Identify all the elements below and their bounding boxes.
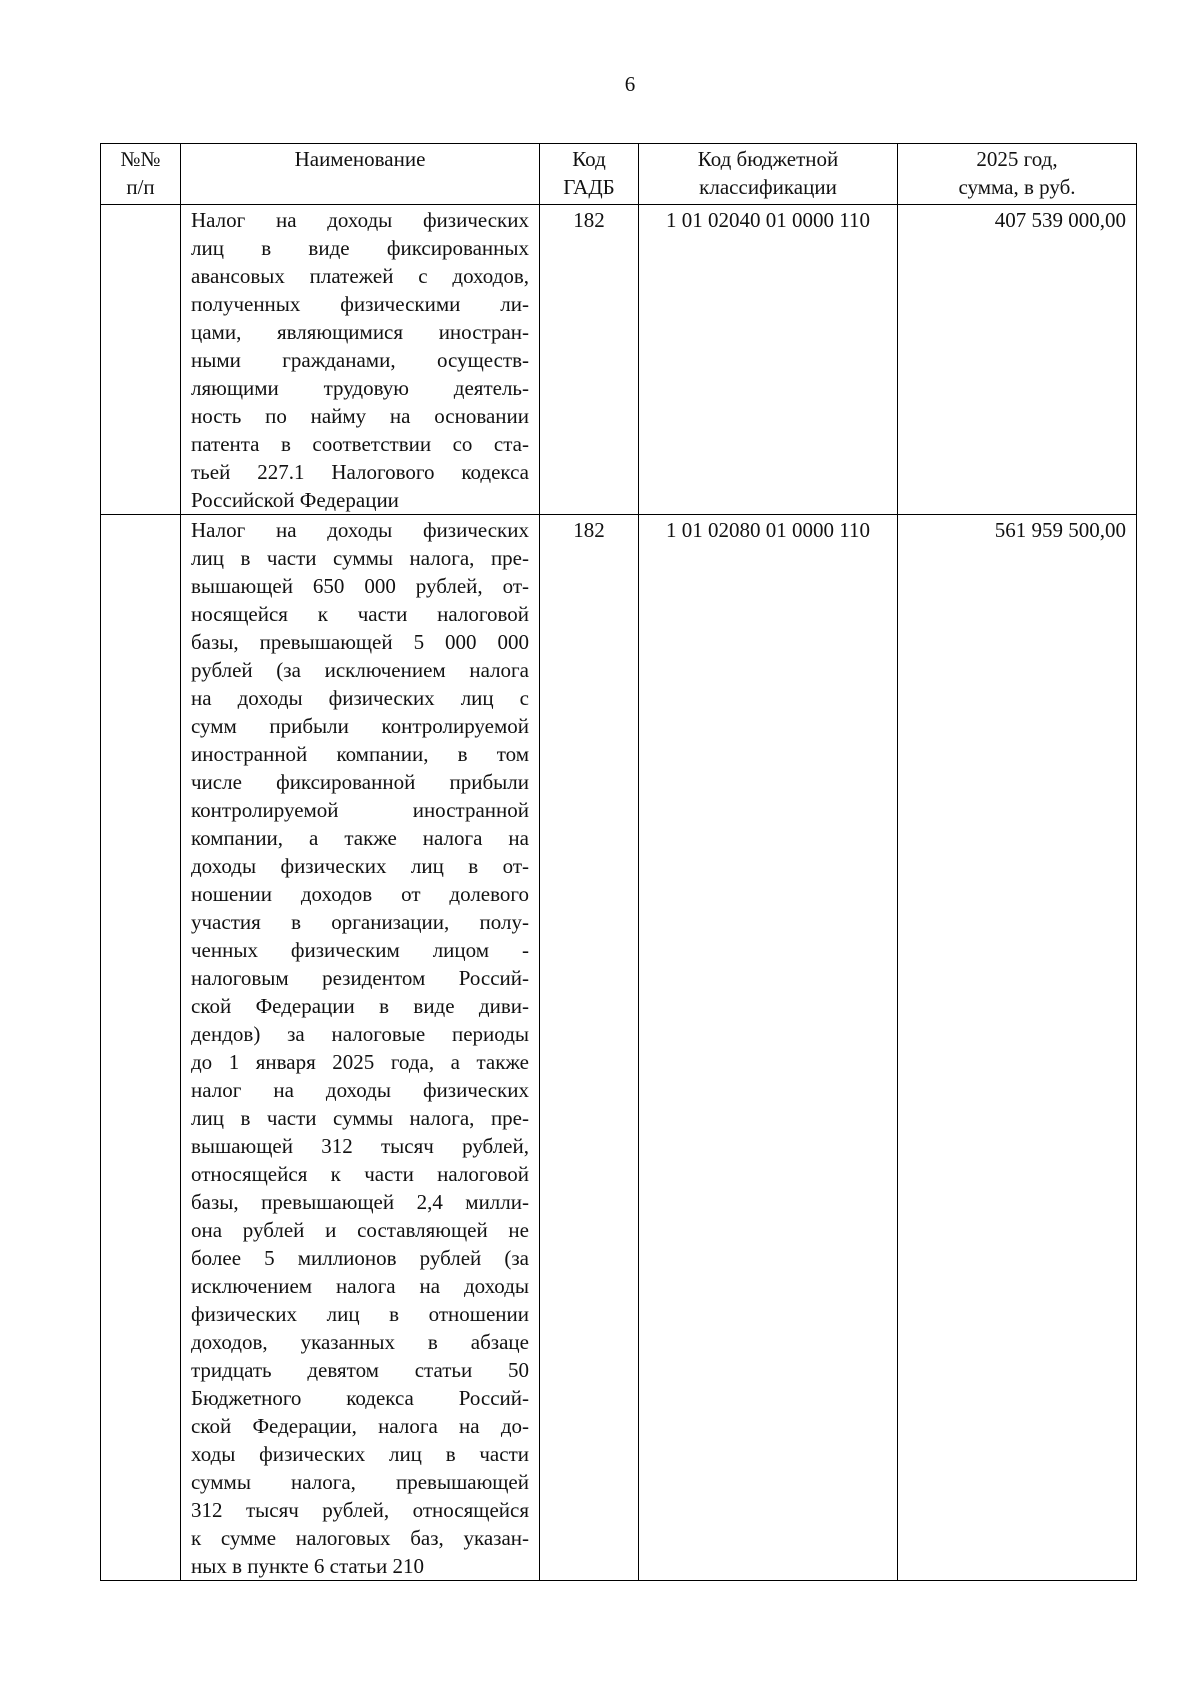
name-text-line: патента в соответствии со ста- [191,432,529,456]
budget-revenue-table [100,143,1137,1581]
name-text-line: контролируемой иностранной [191,798,529,822]
name-text-line: тьей 227.1 Налогового кодекса [191,460,529,484]
name-text-line: базы, превышающей 5 000 000 [191,630,529,654]
name-text-line: лиц в части суммы налога, пре- [191,546,529,570]
name-text-line: цами, являющимися иностран- [191,320,529,344]
header-text-line: Код бюджетной [697,147,839,171]
header-text-line: классификации [699,175,837,199]
name-text-line: ходы физических лиц в части [191,1442,529,1466]
table-row [101,205,1137,515]
name-text-line: базы, превышающей 2,4 милли- [191,1190,529,1214]
name-text-line: на доходы физических лиц с [191,686,529,710]
name-text-line: доходов, указанных в абзаце [191,1330,529,1354]
name-text-line: ляющими трудовую деятель- [191,376,529,400]
name-text-line: ность по найму на основании [191,404,529,428]
name-text-line: она рублей и составляющей не [191,1218,529,1242]
header-budget-classification-code [639,144,898,205]
row-budget-classification-code: 1 01 02080 01 0000 110 [639,515,898,1581]
name-text-line: налог на доходы физических [191,1078,529,1102]
name-text-line: носящейся к части налоговой [191,602,529,626]
header-text-line: 2025 год, [976,147,1058,171]
name-text-line: лиц в части суммы налога, пре- [191,1106,529,1130]
name-text-line: рублей (за исключением налога [191,658,529,682]
header-text-line: Наименование [294,147,426,171]
name-text-line: ными гражданами, осуществ- [191,348,529,372]
row-number [101,515,181,1581]
page-number: 6 [624,72,636,96]
header-text-line: Код [572,147,606,171]
row-sum: 561 959 500,00 [898,515,1137,1581]
name-text-line: ных в пункте 6 статьи 210 [191,1554,424,1578]
name-text-line: иностранной компании, в том [191,742,529,766]
name-text-line: Налог на доходы физических [191,208,529,232]
name-text-line: полученных физическими ли- [191,292,529,316]
name-text-line: относящейся к части налоговой [191,1162,529,1186]
name-text-line: доходы физических лиц в от- [191,854,529,878]
row-name [181,205,540,515]
name-text-line: ской Федерации в виде диви- [191,994,529,1018]
header-sum-2025 [898,144,1137,205]
name-text-line: налоговым резидентом Россий- [191,966,529,990]
row-sum: 407 539 000,00 [898,205,1137,515]
header-number [101,144,181,205]
name-text-line: физических лиц в отношении [191,1302,529,1326]
name-text-line: ношении доходов от долевого [191,882,529,906]
row-name [181,515,540,1581]
name-text-line: числе фиксированной прибыли [191,770,529,794]
header-text-line: №№ [120,147,161,171]
header-text-line: ГАДБ [563,175,615,199]
name-text-line: авансовых платежей с доходов, [191,264,529,288]
name-text-line: Налог на доходы физических [191,518,529,542]
name-text-line: сумм прибыли контролируемой [191,714,529,738]
name-text-line: дендов) за налоговые периоды [191,1022,529,1046]
name-text-line: к сумме налоговых баз, указан- [191,1526,529,1550]
name-text-line: суммы налога, превышающей [191,1470,529,1494]
header-name [181,144,540,205]
name-text-line: Бюджетного кодекса Россий- [191,1386,529,1410]
name-text-line: вышающей 312 тысяч рублей, [191,1134,529,1158]
table-row [101,515,1137,1581]
name-text-line: участия в организации, полу- [191,910,529,934]
header-text-line: сумма, в руб. [958,175,1076,199]
row-gadb-code: 182 [540,515,639,1581]
header-gadb-code [540,144,639,205]
name-text-line: вышающей 650 000 рублей, от- [191,574,529,598]
table-header-row [101,144,1137,205]
name-text-line: лиц в виде фиксированных [191,236,529,260]
row-budget-classification-code: 1 01 02040 01 0000 110 [639,205,898,515]
row-number [101,205,181,515]
name-text-line: ской Федерации, налога на до- [191,1414,529,1438]
name-text-line: более 5 миллионов рублей (за [191,1246,529,1270]
name-text-line: компании, а также налога на [191,826,529,850]
row-gadb-code: 182 [540,205,639,515]
name-text-line: исключением налога на доходы [191,1274,529,1298]
name-text-line: Российской Федерации [191,488,399,512]
name-text-line: тридцать девятом статьи 50 [191,1358,529,1382]
name-text-line: ченных физическим лицом - [191,938,529,962]
name-text-line: до 1 января 2025 года, а также [191,1050,529,1074]
header-text-line: п/п [126,175,155,199]
name-text-line: 312 тысяч рублей, относящейся [191,1498,529,1522]
